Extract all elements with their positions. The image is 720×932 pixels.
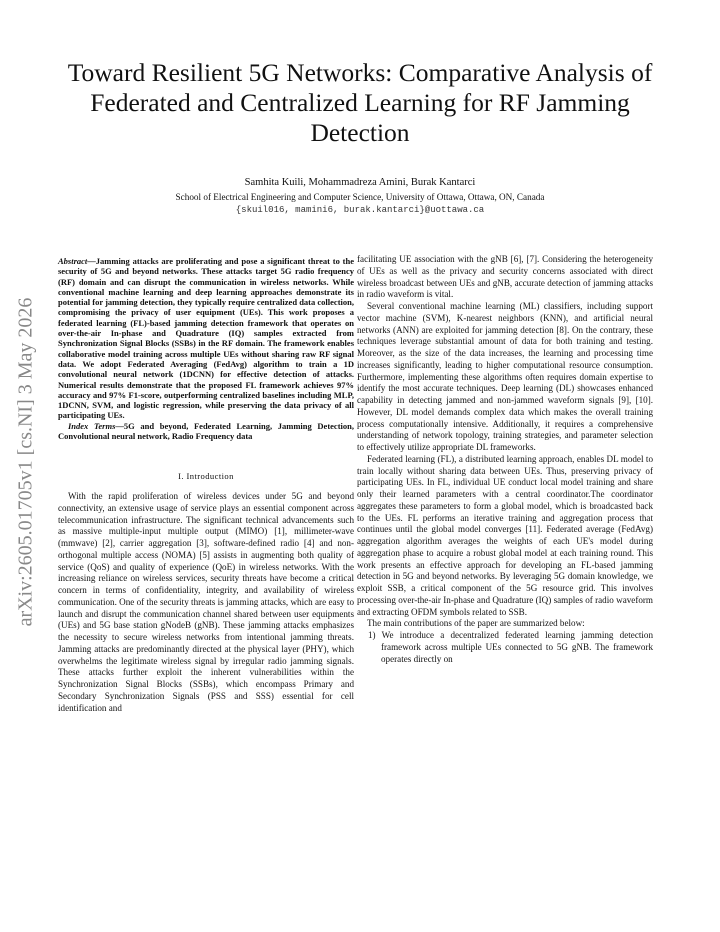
right-column [357, 254, 653, 665]
paragraph-ml: Several conventional machine learning (ML) classifiers, including support vector machine (SVM), K-nearest neighbors (KNN), and artificial neural networks (ANN) are exploited for jamming detection [8]. On the contrary, these techniques leverage substantial amount of data for both training and testing. Moreover, as the size of the data increases, the learning and processing time increases significantly, leading to higher computational resource consumption. Furthermore, implementing these algorithms often requires domain expertise to identify the most accurate techniques. Deep learning (DL) showcases enhanced capability in detecting jammed and non-jammed waveform signals [9], [10]. However, DL model demands complex data which makes the overall training process computationally intensive. Additionally, it requires a comprehensive understanding of network topology, training strategies, and parameter selection to effectively utilize appropriate DL frameworks. [357, 301, 653, 452]
arxiv-sidebar-stamp [6, 232, 46, 692]
left-column [58, 256, 354, 714]
section-heading: I. Introduction [178, 471, 234, 482]
email-list: {skuil016, mamini6, burak.kantarci}@uottawa.ca [235, 205, 485, 215]
paragraph-fl: Federated learning (FL), a distributed learning approach, enables DL model to train locally without sharing data between UEs. Thus, preserving privacy of participating UEs. In FL, individual UE conduct local model training and share only their learned parameters with a central coordinator.The coordinator aggregates these parameters to form a global model, which is broadcasted back to the UEs. FL performs an iterative training and aggregation process that continues until the global model converges [11]. Federated average (FedAvg) aggregation algorithm averages the weights of each UE's model during aggregation phase to acquire a robust global model at each training round. This work presents an effective approach for developing an FL-based jamming detection in 5G and beyond networks. By leveraging 5G domain knowledge, we exploit SSB, a critical component of the 5G resource grid. This involves processing over-the-air In-phase and Quadrature (IQ) samples of radio waveform and extracting OFDM symbols related to SSB. [357, 453, 653, 617]
paper-title: Toward Resilient 5G Networks: Comparative Analysis of Federated and Centralized Learning for RF Jamming Detection [67, 58, 653, 147]
abstract [58, 256, 354, 421]
contribution-item-1: 1) We introduce a decentralized federated learning jamming detection framework across multiple UEs connected to 5G gNB. The framework operates directly on [368, 630, 653, 664]
abstract-label: Abstract [58, 256, 88, 266]
affiliation: School of Electrical Engineering and Computer Science, University of Ottawa, Ottawa, ON, Canada [175, 192, 545, 202]
index-terms-label: Index Terms [68, 420, 116, 431]
paragraph-contributions-intro: The main contributions of the paper are summarized below: [367, 618, 585, 629]
index-terms [58, 421, 354, 442]
abstract-text: —Jamming attacks are proliferating and pose a significant threat to the security of 5G and beyond networks. These attacks target 5G radio frequency (RF) domain and can disrupt the communication in wireless networks. While conventional machine learning and deep learning approaches demonstrate its potential for jamming detection, they typically require centralized data collection, compromising the privacy of user equipment (UEs). This work proposes a federated learning (FL)-based jamming detection framework that operates on over-the-air In-phase and Quadrature (IQ) samples extracted from Synchronization Signal Blocks (SSBs) in the RF domain. The framework enables collaborative model training across multiple UEs without sharing raw RF signal data. We adopt Federated Averaging (FedAvg) algorithm to train a 1D convolutional neural network (1DCNN) for effective detection of attacks. Numerical results demonstrate that the proposed FL framework achieves 97% accuracy and 97% F1-score, outperforming centralized baselines including MLP, 1DCNN, SVM, and logistic regression, while preserving the data privacy of all participating UEs. [58, 256, 354, 421]
index-terms-text: —5G and beyond, Federated Learning, Jamming Detection, Convolutional neural network, Radio Frequency data [58, 420, 354, 442]
author-list: Samhita Kuili, Mohammadreza Amini, Burak Kantarci [244, 177, 476, 188]
arxiv-identifier: arXiv:2605.01705v1 [cs.NI] 3 May 2026 [14, 297, 37, 627]
paragraph-continuation: facilitating UE association with the gNB [6], [7]. Considering the heterogeneity of UEs as well as the privacy and security concerns associated with direct wireless broadcast between UEs and gNB, accurate detection of jamming attacks in radio waveform is vital. [357, 254, 653, 300]
intro-paragraph: With the rapid proliferation of wireless devices under 5G and beyond connectivity, an extensive usage of service plays an essential component across telecommunication infrastructure. The significant technical advancements such as massive multiple-input multiple output (MIMO) [1], millimeter-wave (mmwave) [2], carrier aggregation [3], software-defined radio [4] and non-orthogonal multiple access (NOMA) [5] assists in augmenting both quality of service (QoS) and quality of experience (QoE) in wireless networks. With the increasing reliance on wireless services, security threats have become a critical concern in terms of confidentiality, integrity, and availability of wireless communication. One of the security threats is jamming attacks, which are easy to launch and disrupt the communication channel shared between user equipments (UEs) and 5G base station gNodeB (gNB). These jamming attacks emphasizes the necessity to secure wireless networks from intentional jamming threats. Jamming attacks are predominantly directed at the physical layer (PHY), which overwhelms the legitimate wireless signal by irregular radio jamming signals. These attacks further exploit the inherent vulnerabilities within the Synchronization Signal Blocks (SSBs), which encompass Primary and Secondary Synchronization Signals (PSS and SSS) essential for cell identification and [58, 491, 354, 713]
